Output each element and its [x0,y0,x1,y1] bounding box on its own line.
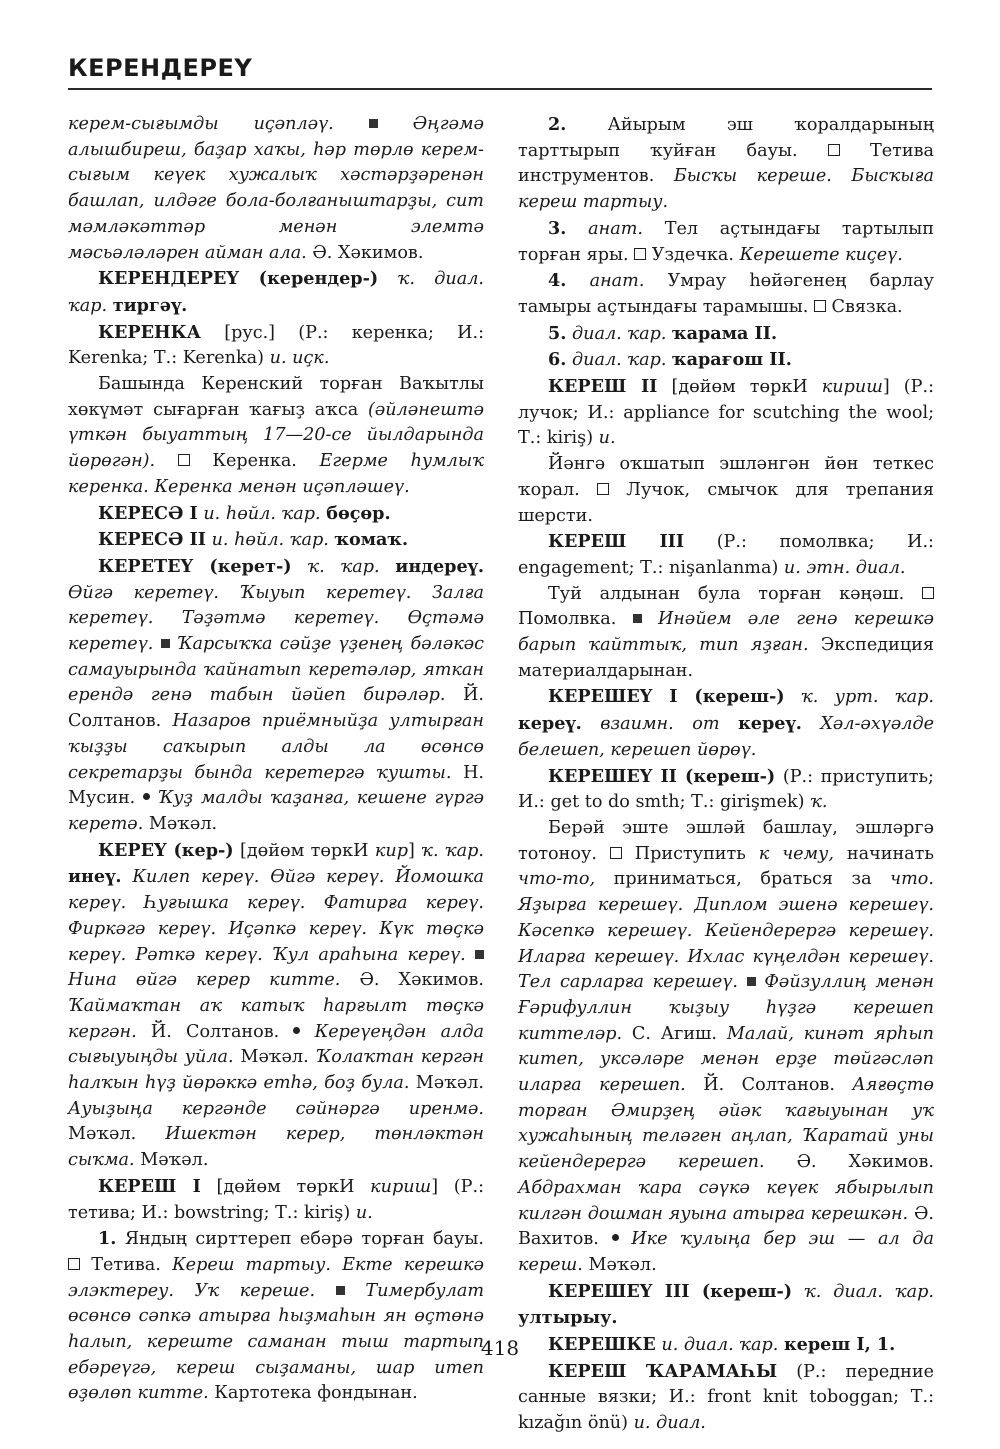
page-header [68,54,932,90]
dictionary-paragraph: 1. Яндың сирттереп ебәрә торған бауы. Тетива. Кереш тартыу. Екте керешкә элэктереу. Уҡ кереше. Тимербулат өсөнсө сәпкә атырға һыҙмаһын ян өҫтөнә һалып, кереште саманан тыш тартып ебәреүгә, кереш сыҙаманы, шар итеп өҙөлөп китте. Картотека фондынан. [68,1228,485,1404]
proverb-marker-icon [612,1234,619,1241]
translation-marker-icon [610,847,622,859]
dictionary-paragraph: Йәнгә оҡшатып эшләнгән йөн теткес ҡорал. Лучок, смычок для трепания шерсти. [518,454,934,526]
dictionary-paragraph: КЕРЕШЕҮ III (кереш-) ҡ. диал. ҡар. ултырыу. [518,1280,935,1329]
example-marker-icon [336,1286,345,1295]
dictionary-paragraph: КЕРЕШ III (Р.: помолвка; И.: engagement; Т.: nişanlanma) и. этн. диал. [518,531,934,578]
dictionary-paragraph: Берәй эште эшләй башлау, эшләргә тотоноу. Приступить к чему, начинать что-то, приниматься, браться за что. Яҙырға керешеү. Диплом эшенә керешеү. Кәсепкә керешеү. Кейендерергә керешеү. Иларға керешеү. Ихлас күңелдән керешеү. Тел сарларға керешеү. Фәйзуллиң менән Ғәрифуллин ҡыҙыу һүҙгә керешеп киттеләр. С. Агиш. Малай, кинәт ярһып китеп, уксәләре менән ерҙе төйгәсләп иларға керешеп. Й. Солтанов. Аяғөҫтө торған Әмирҙең әйәк ҡағыуынан уҡ хужаһының теләген аңлап, Ҡаратай уны кейендерергә керешеп. Ә. Хәкимов. Абдрахман ҡара сәүкә кеүек ябырылып килгән дошман яуына атырға керешкән. Ә. Вахитов. Ике ҡулыңа бер эш — ал да кереш. Мәҡәл. [518,817,935,1275]
dictionary-paragraph: КЕРЕҮ (кер-) [дөйөм төркИ кир] ҡ. ҡар. инеү. Килеп кереү. Өйгә кереү. Йомошка кереү. Һуғышка кереү. Фатирға кереү. Фиркәгә кереү. Иҫәпкә кереү. Күк төҫкә кереү. Рәткә кереү. Ҡул араһына кереү. Нина өйгә керер китте. Ә. Хәкимов. Ҡаймаҡтан аҡ катыҡ һарғылт төҫкә кергән. Й. Солтанов. Кереүеңдән алда сығыуыңды уйла. Мәҡәл. Ҡолаҡтан кергән һалҡын һүҙ йөрәккә етһә, боҙ була. Мәҡәл. Ауыҙыңа кергәнде сәйнәргә иренмә. Мәҡәл. Ишектән керер, төнләктән сыҡма. Мәҡәл. [68,839,484,1171]
dictionary-paragraph: КЕРЕШЕҮ I (кереш-) ҡ. урт. ҡар. кереү. взаимн. от кереү. Хәл-әхүәлде белешеп, керешеп йөрөү. [518,686,935,760]
translation-marker-icon [597,483,609,495]
dictionary-paragraph: КЕРЕШЕҮ II (кереш-) (Р.: приступить; И.: get to do smth; Т.: girişmek) ҡ. [518,765,934,813]
dictionary-paragraph: КЕРЕШ ҠАРАМАҺЫ (Р.: передние санные вязки; И.: front knit toboggan; Т.: kızağın önü) и. диал. [518,1360,935,1434]
dictionary-paragraph: КЕРЕШ II [дөйөм төркИ кириш] (Р.: лучок; И.: appliance for scutching the wool; Т.: kiriş) и. [518,376,935,449]
dictionary-paragraph: 3. анат. Тел аҫтындағы тартылып торған яры. Уздечка. Керешeте киҫеү. [518,217,934,265]
translation-marker-icon [828,144,840,156]
running-head: КЕРЕНДЕРЕҮ [68,54,253,82]
example-marker-icon [633,614,642,623]
example-marker-icon [747,977,756,986]
example-marker-icon [161,639,170,648]
dictionary-paragraph: 2. Айырым эш ҡоралдарының тарттырып ҡуйған бауы. Тетива инструментов. Бысҡы кереше. Бысҡыға кереш тартыу. [518,114,934,213]
dictionary-paragraph: Туй алдынан була торған кәңәш. Помолвка. Инәйем әле генә керешкә барып ҡайттыҡ, тип яҙған. Экспедиция материалдарынан. [518,583,935,681]
translation-marker-icon [178,454,190,466]
dictionary-paragraph: КЕРЕНКА [рус.] (Р.: керенка; И.: Kerenka; Т.: Kerenka) и. иҫк. [68,321,484,369]
dictionary-paragraph: 5. диал. ҡар. ҡарама II. [548,322,778,344]
left-column [68,112,484,1407]
dictionary-paragraph: 4. анат. Умрау һөйәгенең барлау тамыры аҫтындағы тарамышы. Связка. [518,270,934,317]
proverb-marker-icon [143,793,150,800]
proverb-marker-icon [293,1027,300,1034]
translation-marker-icon [814,300,826,312]
dictionary-paragraph: КЕРЕШКЕ и. диал. ҡар. кереш I, 1. [548,1334,896,1356]
dictionary-paragraph: 6. диал. ҡар. ҡарағош II. [548,349,792,371]
dictionary-paragraph: КЕРЕСӘ I и. һөйл. ҡар. бөҫөр. [98,502,391,524]
dictionary-paragraph: КЕРЕШ I [дөйөм төркИ кириш] (Р.: тетива; И.: bowstring; Т.: kiriş) и. [68,1175,484,1223]
dictionary-paragraph: КЕРЕСӘ II и. һөйл. ҡар. ҡомаҡ. [98,529,409,551]
dictionary-paragraph: КЕРЕТЕҮ (керет-) ҡ. ҡар. индереү. Өйгә керетеү. Ҡыуып керетеү. Залға керетеү. Тәҙәтмә керетеү. Өҫтәмә керетеү. Ҡарсыҡҡа сәйҙе үҙенең бәләкәс самауырында ҡайнатып керетәләр, яткан ерендә генә табын йәйеп бирәләр. Й. Солтанов. Назаров приёмныйҙа ултырған ҡыҙҙы саҡырып алды ла өсөнсө секретарҙы бында керетергә ҡушты. Н. Мусин. Ҡуҙ малды ҡаҙанға, кешене гүргә керетә. Мәҡәл. [68,555,485,834]
translation-marker-icon [922,587,934,599]
dictionary-paragraph: Башында Керенский торған Ваҡытлы хөкүмәт сығарған ҡағыҙ аҡса (әйләнештә үткән быуаттың 17—20-се йылдарында йөрөгән). Керенка. Егерме һумлыҡ керенка. Керенка менән иҫәпләшеү. [68,374,484,497]
example-marker-icon [475,950,484,959]
dictionary-paragraph: КЕРЕНДЕРЕҮ (керендер-) ҡ. диал. ҡар. тиргәү. [68,268,484,316]
dictionary-paragraph: керем-сығымды иҫәпләү. Әңгәмә алышбиреш, баҙар хаҡы, һәр төрлө керем-сығым кеүек хужалыҡ хәстәрҙәренән башлап, илдәге бола-болғаныштарҙы, сит мәмләкәттәр менән элемтә мәсьәләләрен айман ала. Ә. Хәкимов. [68,114,484,263]
translation-marker-icon [68,1258,80,1270]
example-marker-icon [369,119,378,128]
translation-marker-icon [634,248,646,260]
right-column [518,112,934,1437]
page-number: 418 [480,1336,520,1360]
